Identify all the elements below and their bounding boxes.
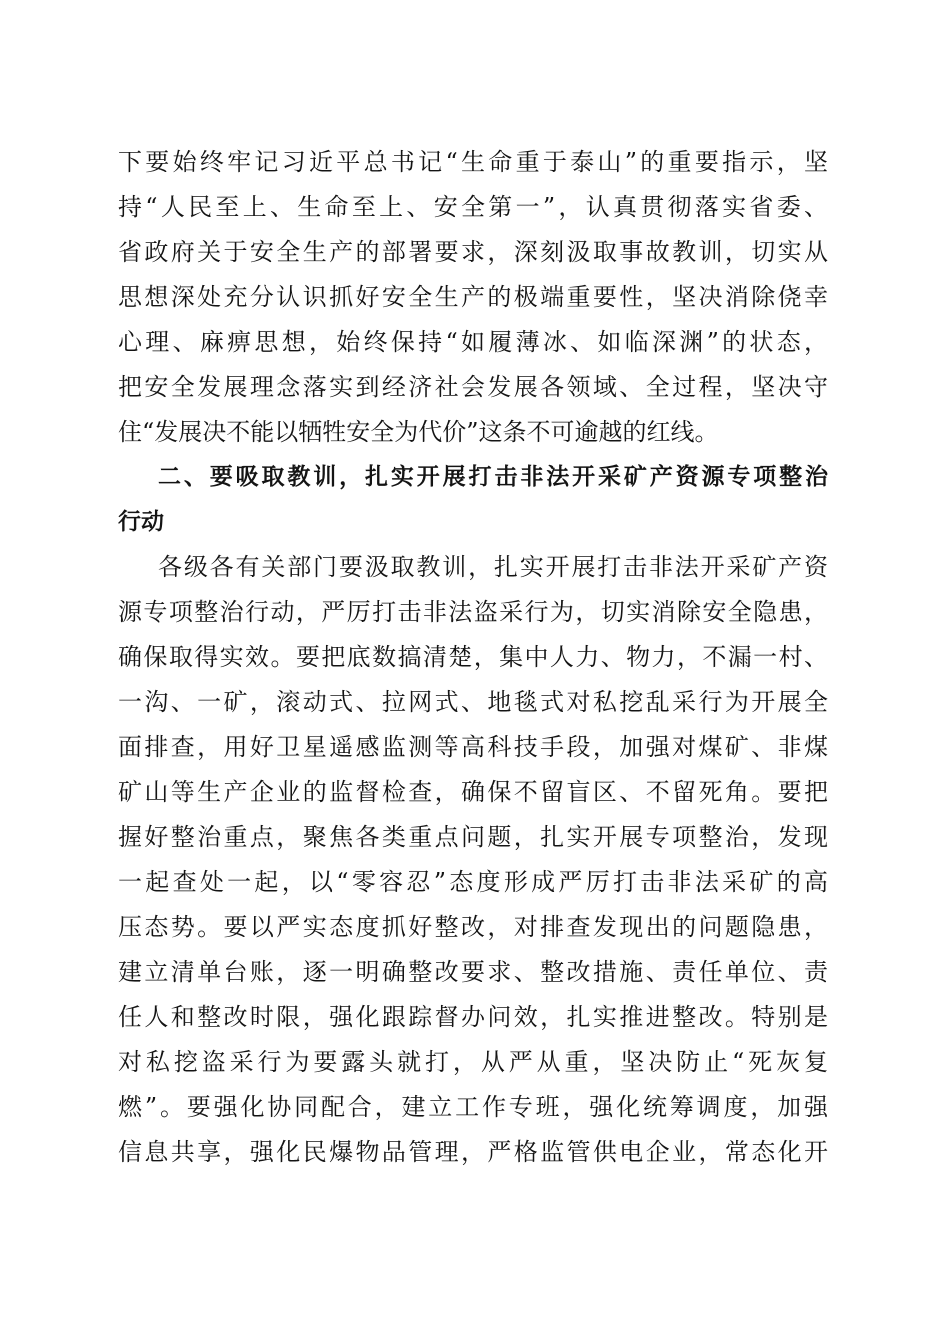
text-line: 矿山等生产企业的监督检查，确保不留盲区、不留死角。要把 <box>118 778 828 806</box>
text-line: 对私挖盗采行为要露头就打，从严从重，坚决防止“死灰复 <box>118 1048 828 1076</box>
text-line: 任人和整改时限，强化跟踪督办问效，扎实推进整改。特别是 <box>118 1003 828 1031</box>
text-line: 一起查处一起，以“零容忍”态度形成严厉打击非法采矿的高 <box>118 868 828 896</box>
section-heading-2 <box>118 455 828 545</box>
text-line: 一沟、一矿，滚动式、拉网式、地毯式对私挖乱采行为开展全 <box>118 688 828 716</box>
text-line: 思想深处充分认识抓好安全生产的极端重要性，坚决消除侥幸 <box>118 283 828 311</box>
text-line: 压态势。要以严实态度抓好整改，对排查发现出的问题隐患， <box>118 913 828 941</box>
text-line: 省政府关于安全生产的部署要求，深刻汲取事故教训，切实从 <box>118 238 828 266</box>
text-line: 下要始终牢记习近平总书记“生命重于泰山”的重要指示，坚 <box>118 148 828 176</box>
document-body <box>118 140 828 1175</box>
paragraph-2 <box>118 545 828 1175</box>
text-line: 把安全发展理念落实到经济社会发展各领域、全过程，坚决守 <box>118 373 828 401</box>
heading-line: 二、要吸取教训，扎实开展打击非法开采矿产资源专项整治 <box>158 464 828 490</box>
text-line: 信息共享，强化民爆物品管理，严格监管供电企业，常态化开 <box>118 1138 828 1166</box>
text-line: 各级各有关部门要汲取教训，扎实开展打击非法开采矿产资 <box>158 553 828 581</box>
heading-line: 行动 <box>118 509 164 535</box>
paragraph-1 <box>118 140 828 455</box>
text-line: 住“发展决不能以牺牲安全为代价”这条不可逾越的红线。 <box>118 418 719 446</box>
text-line: 建立清单台账，逐一明确整改要求、整改措施、责任单位、责 <box>118 958 828 986</box>
text-line: 心理、麻痹思想，始终保持“如履薄冰、如临深渊”的状态， <box>118 328 828 356</box>
text-line: 源专项整治行动，严厉打击非法盗采行为，切实消除安全隐患， <box>118 598 828 626</box>
text-line: 燃”。要强化协同配合，建立工作专班，强化统筹调度，加强 <box>118 1093 828 1121</box>
text-line: 握好整治重点，聚焦各类重点问题，扎实开展专项整治，发现 <box>118 823 828 851</box>
text-line: 面排查，用好卫星遥感监测等高科技手段，加强对煤矿、非煤 <box>118 733 828 761</box>
text-line: 确保取得实效。要把底数搞清楚，集中人力、物力，不漏一村、 <box>118 643 828 671</box>
text-line: 持“人民至上、生命至上、安全第一”，认真贯彻落实省委、 <box>118 193 828 221</box>
